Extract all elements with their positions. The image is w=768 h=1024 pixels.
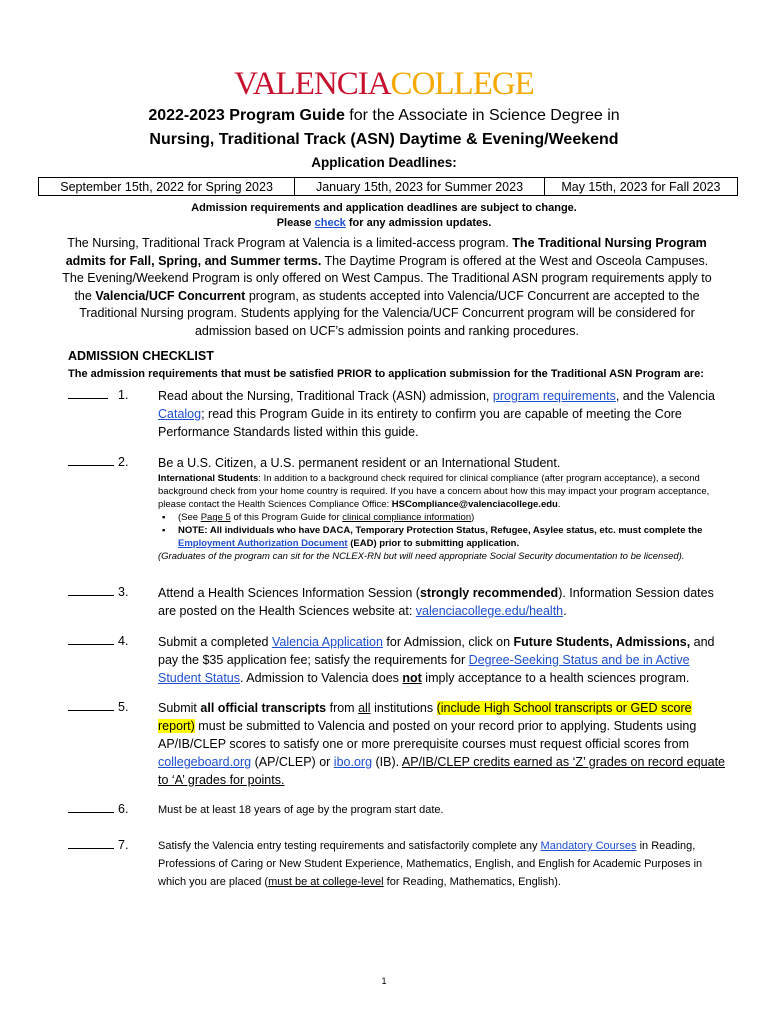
page-5-link[interactable]: Page 5 <box>200 512 231 523</box>
document-subtitle: Nursing, Traditional Track (ASN) Daytime & Evening/Weekend <box>149 131 619 148</box>
notice-check: Please check for any admission updates. <box>276 217 492 229</box>
item-text: Must be at least 18 years of age by the program start date. <box>158 804 444 816</box>
ead-link[interactable]: Employment Authorization Document <box>178 538 348 549</box>
valencia-college-logo <box>0 66 768 103</box>
item-text: Attend a Health Sciences Information Session (strongly recommended). Information Session dates are posted on the Health Sciences website at: valenciacollege.edu/health. <box>158 586 714 618</box>
checkbox-blank[interactable] <box>68 801 114 813</box>
program-requirements-link[interactable]: program requirements <box>492 389 616 403</box>
deadline-spring: September 15th, 2022 for Spring 2023 <box>39 178 295 196</box>
notice-change: Admission requirements and application deadlines are subject to change. <box>191 202 577 214</box>
deadline-fall: May 15th, 2023 for Fall 2023 <box>544 178 737 196</box>
page-number: 1 <box>381 976 387 986</box>
item-number: 6. <box>68 801 128 816</box>
degree-seeking-status-link[interactable]: Degree-Seeking Status and be in Active Student Status <box>158 653 690 685</box>
item-text: Submit all official transcripts from all institutions (include High School transcripts or GED score report) must be submitted to Valencia and posted on your record prior to applying. Students using AP/IB/CLEP scores to satisfy one or more prerequisite courses must request official scores from collegeboard.org (AP/CLEP) or ibo.org (IB). AP/IB/CLEP credits earned as ‘Z’ grades on record equate to ‘A’ grades for points. <box>158 701 726 787</box>
item-text: Submit a completed Valencia Application for Admission, click on Future Students, Admissions, and pay the $35 application fee; satisfy the requirements for Degree-Seeking Status and be in Active Student Status. Admission to Valencia does not imply acceptance to a health sciences program. <box>158 635 715 685</box>
collegeboard-link[interactable]: collegeboard.org <box>158 755 252 769</box>
checkbox-blank[interactable] <box>68 387 108 399</box>
mandatory-courses-link[interactable]: Mandatory Courses <box>540 840 637 852</box>
clinical-compliance-link[interactable]: clinical compliance information <box>342 512 472 523</box>
check-link[interactable]: check <box>314 217 346 229</box>
deadline-summer: January 15th, 2023 for Summer 2023 <box>295 178 545 196</box>
catalog-link[interactable]: Catalog <box>158 407 202 421</box>
intro-paragraph: The Nursing, Traditional Track Program at Valencia is a limited-access program. The Traditional Nursing Program admits for Fall, Spring, and Summer terms. The Daytime Program is offered at the West and Osceola Campuses. The Evening/Weekend Program is only offered on West Campus. The Traditional ASN program requirements apply to the Valencia/UCF Concurrent program, as students accepted into Valencia/UCF Concurrent are accepted to the Traditional Nursing program. Students applying for the Valencia/UCF Concurrent program will be considered for admission based on UCF’s admission points and ranking procedures. <box>62 236 712 338</box>
valencia-application-link[interactable]: Valencia Application <box>271 635 383 649</box>
logo-part-college: COLLEGE <box>390 66 534 102</box>
checkbox-blank[interactable] <box>68 699 114 711</box>
logo-part-valencia: VALENCIA <box>234 66 391 102</box>
item-text: Satisfy the Valencia entry testing requirements and satisfactorily complete any Mandatory Courses in Reading, Professions of Caring or New Student Experience, Mathematics, English, and English for Academic Purposes in which you are placed (must be at college-level for Reading, Mathematics, English). <box>158 840 703 888</box>
ibo-link[interactable]: ibo.org <box>333 755 373 769</box>
checkbox-blank[interactable] <box>68 454 114 466</box>
document-title <box>0 107 768 125</box>
item-number: 1. <box>68 387 128 402</box>
item-number: 2. <box>68 454 128 469</box>
checkbox-blank[interactable] <box>68 584 114 596</box>
item-number: 7. <box>68 837 128 852</box>
deadlines-table <box>38 177 738 196</box>
item-text: Read about the Nursing, Traditional Track (ASN) admission, program requirements, and the Valencia Catalog; read this Program Guide in its entirety to confirm you are capable of meeting the Core Performance Standards listed within this guide. <box>158 389 716 439</box>
title-rest: for the Associate in Science Degree in <box>344 107 620 124</box>
checkbox-blank[interactable] <box>68 633 114 645</box>
admission-checklist-subheading: The admission requirements that must be satisfied PRIOR to application submission for the Traditional ASN Program are: <box>68 368 704 380</box>
item-number: 4. <box>68 633 128 648</box>
title-bold: 2022-2023 Program Guide <box>148 107 345 124</box>
item-number: 5. <box>68 699 128 714</box>
nclex-note: (Graduates of the program can sit for the NCLEX-RN but will need appropriate Social Security documentation to be licensed). <box>158 551 685 562</box>
deadlines-heading: Application Deadlines: <box>311 155 457 170</box>
admission-checklist-heading: ADMISSION CHECKLIST <box>68 349 214 363</box>
checkbox-blank[interactable] <box>68 837 114 849</box>
international-students-note: International Students: In addition to a background check required for clinical compliance (after program acceptance), a second background check from your home country is required. If you have a concern about how this may impact your program acceptance, please contact the Health Sciences Compliance Office: HSCompliance@valenciacollege.edu. <box>158 473 710 510</box>
daca-note-bullet: ▪ NOTE: All individuals who have DACA, Temporary Protection Status, Refugee, Asylee status, etc. must complete the Employment Authorization Document (EAD) prior to submitting application. <box>158 524 728 550</box>
compliance-bullet: ▪ (See Page 5 of this Program Guide for clinical compliance information) <box>158 511 728 524</box>
deadlines-row <box>39 178 738 196</box>
health-website-link[interactable]: valenciacollege.edu/health <box>415 604 564 618</box>
item-text: Be a U.S. Citizen, a U.S. permanent resident or an International Student. International Students: In addition to a background check required for clinical compliance (after program acceptance), a second background check from your home country is required. If you have a concern about how this may impact your program acceptance, please contact the Health Sciences Compliance Office: HSCompliance@valenciacollege.edu. ▪ (See Page 5 of this Program Guide for clinical compliance information) ▪ NOTE: All individuals who have DACA, Temporary Protection Status, Refugee, Asylee status, etc. must complete the Employment Authorization Document (EAD) prior to submitting application. (Graduates of the program can sit for the NCLEX-RN but will need appropriate Social Security documentation to be licensed). <box>158 454 728 563</box>
item-number: 3. <box>68 584 128 599</box>
highlighted-transcript-note: (include High School transcripts or GED score report) <box>158 701 692 733</box>
